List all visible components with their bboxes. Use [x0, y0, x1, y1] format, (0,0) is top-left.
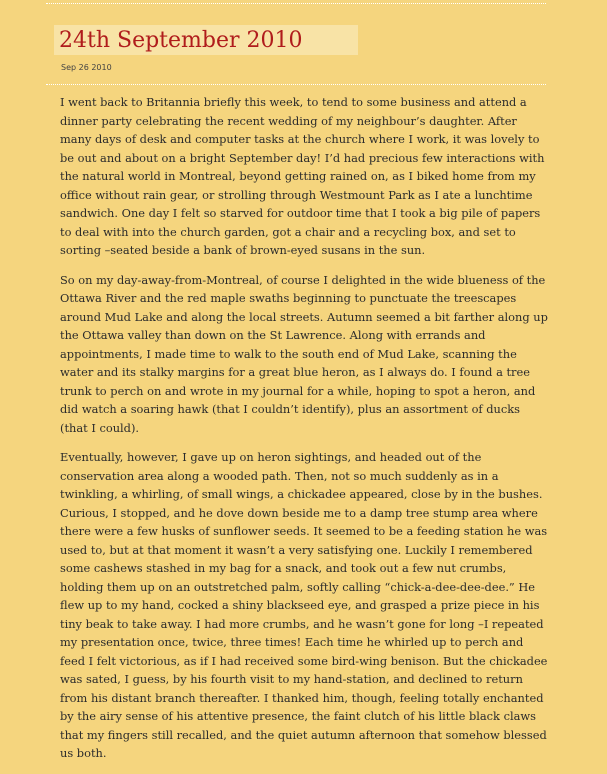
- post-paragraph: So on my day-away-from-Montreal, of course I delighted in the wide blueness of the Ottawa River and the red maple swaths beginning to punctuate the treescapes around Mud Lake and along the local streets. Autumn seemed a bit farther along up the Ottawa valley than down on the St Lawrence. Along with errands and appointments, I made time to walk to the south end of Mud Lake, scanning the water and its stalky margins for a great blue heron, as I always do. I found a tree trunk to perch on and wrote in my journal for a while, hoping to spot a heron, and did watch a soaring hawk (that I couldn’t identify), plus an assortment of ducks (that I could).: [60, 272, 548, 435]
- post-paragraph: Eventually, however, I gave up on heron sightings, and headed out of the conservation area along a wooded path. Then, not so much suddenly as in a twinkling, a whirling, of small wings, a chickadee appeared, close by in the bushes. Curious, I stopped, and he dove down beside me to a damp tree stump area where there were a few husks of sunflower seeds. It seemed to be a feeding station he was used to, but at that moment it wasn’t a very satisfying one. Luckily I remembered some cashews stashed in my bag for a snack, and took out a few nut crumbs, holding them up on an outstretched palm, softly calling “chick-a-dee-dee-dee.” He flew up to my hand, cocked a shiny blackseed eye, and grasped a prize piece in his tiny beak to take away. I had more crumbs, and he wasn’t gone for long –I repeated my presentation once, twice, three times! Each time he whirled up to perch and feed I felt victorious, as if I had received some bird-wing benison. But the chickadee was sated, I guess, by his fourth visit to my hand-station, and declined to return from his distant branch thereafter. I thanked him, though, feeling totally enchanted by the airy sense of his attentive presence, the faint clutch of his little black claws that my fingers still recalled, and the quiet autumn afternoon that somehow blessed us both.: [60, 450, 548, 760]
- post-body: [60, 93, 550, 774]
- header-divider: [46, 84, 546, 85]
- post-paragraph: I went back to Britannia briefly this week, to tend to some business and attend a dinner party celebrating the recent wedding of my neighbour’s daughter. After many days of desk and computer tasks at the church where I work, it was lovely to be out and about on a bright September day! I’d had precious few interactions with the natural world in Montreal, beyond getting rained on, as I biked home from my office without rain gear, or strolling through Westmount Park as I ate a lunchtime sandwich. One day I felt so starved for outdoor time that I took a big pile of papers to deal with into the church garden, got a chair and a recycling box, and set to sorting –seated beside a bank of brown-eyed susans in the sun.: [60, 95, 545, 257]
- post-title[interactable]: 24th September 2010: [59, 28, 303, 53]
- top-divider: [46, 3, 546, 4]
- post-date: Sep 26 2010: [61, 63, 112, 72]
